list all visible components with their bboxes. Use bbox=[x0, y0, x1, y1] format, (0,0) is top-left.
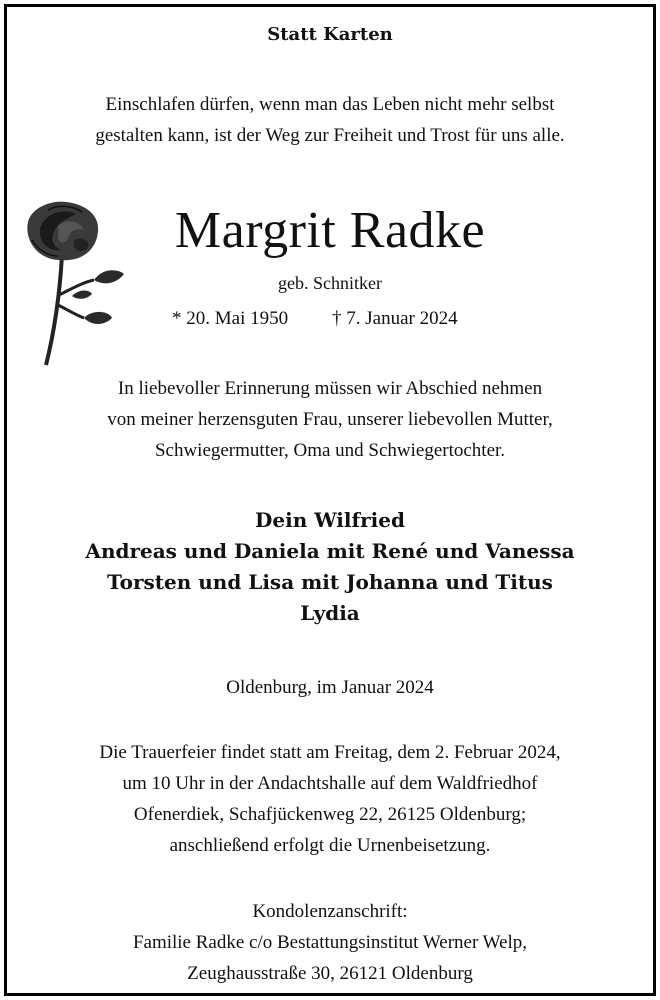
condolence-line-1: Familie Radke c/o Bestattungsinstitut Werner Welp, bbox=[132, 932, 528, 953]
quote-line-2: gestalten kann, ist der Weg zur Freiheit und Trost für uns alle. bbox=[95, 125, 565, 146]
ceremony-line-1: Die Trauerfeier findet statt am Freitag, dem 2. Februar 2024, bbox=[99, 742, 561, 763]
family-line-4: Lydia bbox=[300, 601, 360, 625]
notice-header: Statt Karten bbox=[267, 24, 393, 45]
family-line-2: Andreas und Daniela mit René und Vanessa bbox=[85, 539, 575, 563]
message-line-2: von meiner herzensguten Frau, unserer liebevollen Mutter, bbox=[107, 409, 553, 430]
ceremony-line-2: um 10 Uhr in der Andachtshalle auf dem Waldfriedhof bbox=[122, 773, 538, 794]
family-line-1: Dein Wilfried bbox=[255, 508, 405, 532]
death-date: † 7. Januar 2024 bbox=[332, 308, 458, 329]
quote-line-1: Einschlafen dürfen, wenn man das Leben nicht mehr selbst bbox=[105, 94, 555, 115]
ceremony-line-3: Ofenerdiek, Schafjückenweg 22, 26125 Oldenburg; bbox=[133, 804, 527, 825]
condolence-label: Kondolenzanschrift: bbox=[252, 901, 408, 922]
message-line-3: Schwiegermutter, Oma und Schwiegertochter. bbox=[154, 440, 506, 461]
birth-name: geb. Schnitker bbox=[278, 273, 382, 293]
birth-date: * 20. Mai 1950 bbox=[172, 308, 289, 329]
ceremony-line-4: anschließend erfolgt die Urnenbeisetzung. bbox=[169, 835, 491, 856]
place-date: Oldenburg, im Januar 2024 bbox=[226, 677, 434, 698]
message-line-1: In liebevoller Erinnerung müssen wir Abschied nehmen bbox=[117, 378, 543, 399]
deceased-name: Margrit Radke bbox=[174, 202, 486, 259]
family-line-3: Torsten und Lisa mit Johanna und Titus bbox=[107, 570, 553, 594]
condolence-line-2: Zeughausstraße 30, 26121 Oldenburg bbox=[187, 963, 473, 984]
